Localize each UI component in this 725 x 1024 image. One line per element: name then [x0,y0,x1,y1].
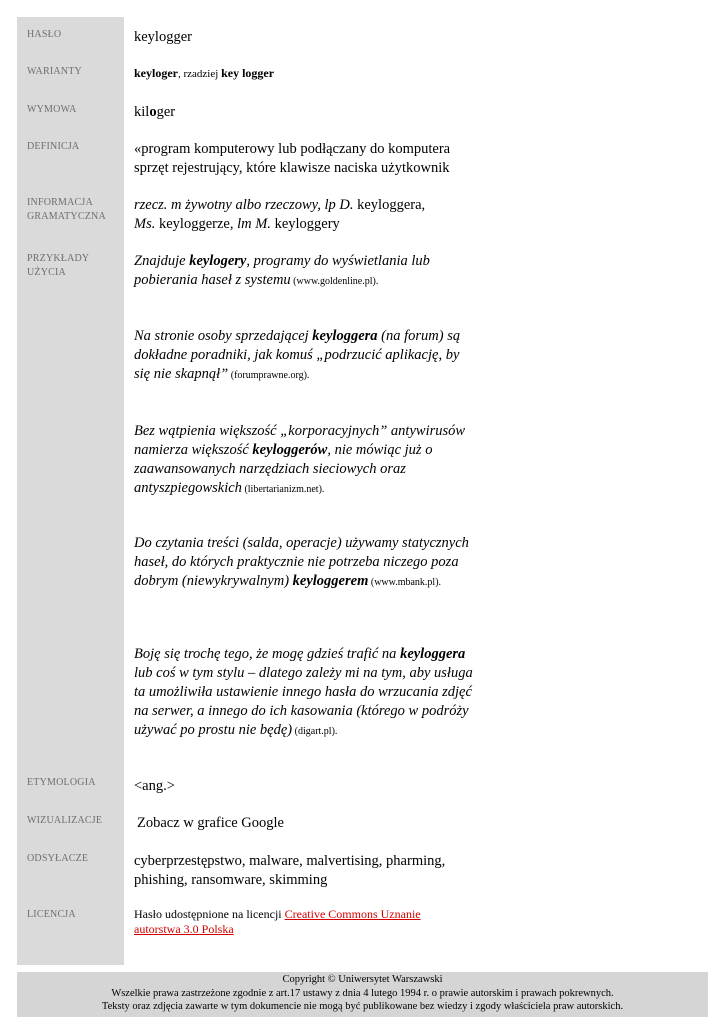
pron-part-3: ger [156,104,176,120]
pron-part-1: kil [134,104,150,120]
google-images-link[interactable]: Zobacz w grafice Google [137,815,284,831]
grammar-info [134,196,425,234]
example-4: Do czytania treści (salda, operacje) używamy statycznych haseł, do których praktycznie nie potrzeba niczego poza dobrym (niewykrywalnym) keyloggerem (www.mbank.pl). [134,535,469,589]
odsylacze-label: ODSYŁACZE [27,853,89,864]
definition [134,140,450,178]
example-3: Bez wątpienia większość „korporacyjnych” antywirusów namierza większość keyloggerów, nie mówiąc już o zaawansowanych narzędziach sieciowych oraz antyszpiegowskich (libertarianizm.net). [134,423,466,496]
license-link-cont[interactable]: autorstwa 3.0 Polska [134,922,234,936]
variant-separator: , rzadziej [178,68,222,80]
cross-references-line-2: phishing, ransomware, skimming [134,872,328,888]
cross-references-line-1: cyberprzestępstwo, malware, malvertising, pharming, [134,853,446,869]
variants [134,64,274,84]
wizualizacje-label: WIZUALIZACJE [27,815,103,826]
headword: keylogger [134,29,192,45]
variant-1: keyloger [134,66,178,80]
grammar-italic-2: Ms. [134,216,156,232]
grammar-italic-1: rzecz. m żywotny albo rzeczowy, lp D. [134,197,354,213]
example-1: Znajduje keylogery, programy do wyświetlania lub pobierania haseł z systemu (www.goldenline.pl). [134,253,430,288]
grammar-italic-3: lm M. [237,216,271,232]
licencja-label: LICENCJA [27,909,76,920]
gramatyka-label-1: INFORMACJA [27,197,93,208]
etymologia-label: ETYMOLOGIA [27,777,96,788]
footer-line-2: Wszelkie prawa zastrzeżone zgodnie z art.17 ustawy z dnia 4 lutego 1994 r. o prawie autorskim i prawach pokrewnych. [111,987,614,999]
example-2: Na stronie osoby sprzedającej keyloggera (na forum) są dokładne poradniki, jak komuś „podrzucić aplikację, by się nie skapnął” (forumprawne.org). [134,328,461,382]
variant-2: key logger [221,66,275,80]
pron-stress: o [149,104,157,120]
cross-references [134,852,445,890]
gramatyka-label-2: GRAMATYCZNA [27,211,106,222]
pronunciation [134,103,175,122]
definicja-label: DEFINICJA [27,141,80,152]
copyright-footer [17,972,708,1017]
wymowa-label: WYMOWA [27,104,77,115]
grammar-text-2: keyloggerze, [155,216,238,232]
grammar-text-1: keyloggera, [353,197,426,213]
license [134,907,421,937]
warianty-label: WARIANTY [27,66,82,77]
haslo-label: HASŁO [27,29,62,40]
przyklady-label-1: PRZYKŁADY [27,253,90,264]
gramatyka-label [27,196,106,224]
footer-line-3: Teksty oraz zdjęcia zawarte w tym dokumencie nie mogą być publikowane bez wiedzy i zgody właściciela praw autorskich. [101,1001,624,1012]
footer-line-1: Copyright © Uniwersytet Warszawski [282,974,443,985]
grammar-text-3: keyloggery [270,216,340,232]
definition-line-2: sprzęt rejestrujący, które klawisze naciska użytkownik [134,160,450,176]
example-5: Boję się trochę tego, że mogę gdzieś trafić na keyloggera lub coś w tym stylu – dlatego zależy mi na tym, aby usługa ta umożliwiła ustawienie innego hasła do wrzucania zdjęć na serwer, a innego do ich kasowania (którego w podróży używać po prostu nie będę) (digart.pl). [134,646,473,738]
przyklady-label [27,252,89,280]
license-link[interactable]: Creative Commons Uznanie [284,907,421,921]
etymology: <ang.> [134,778,175,794]
license-text: Hasło udostępnione na licencji [134,907,285,921]
definition-line-1: «program komputerowy lub podłączany do komputera [134,141,451,157]
przyklady-label-2: UŻYCIA [27,267,66,278]
